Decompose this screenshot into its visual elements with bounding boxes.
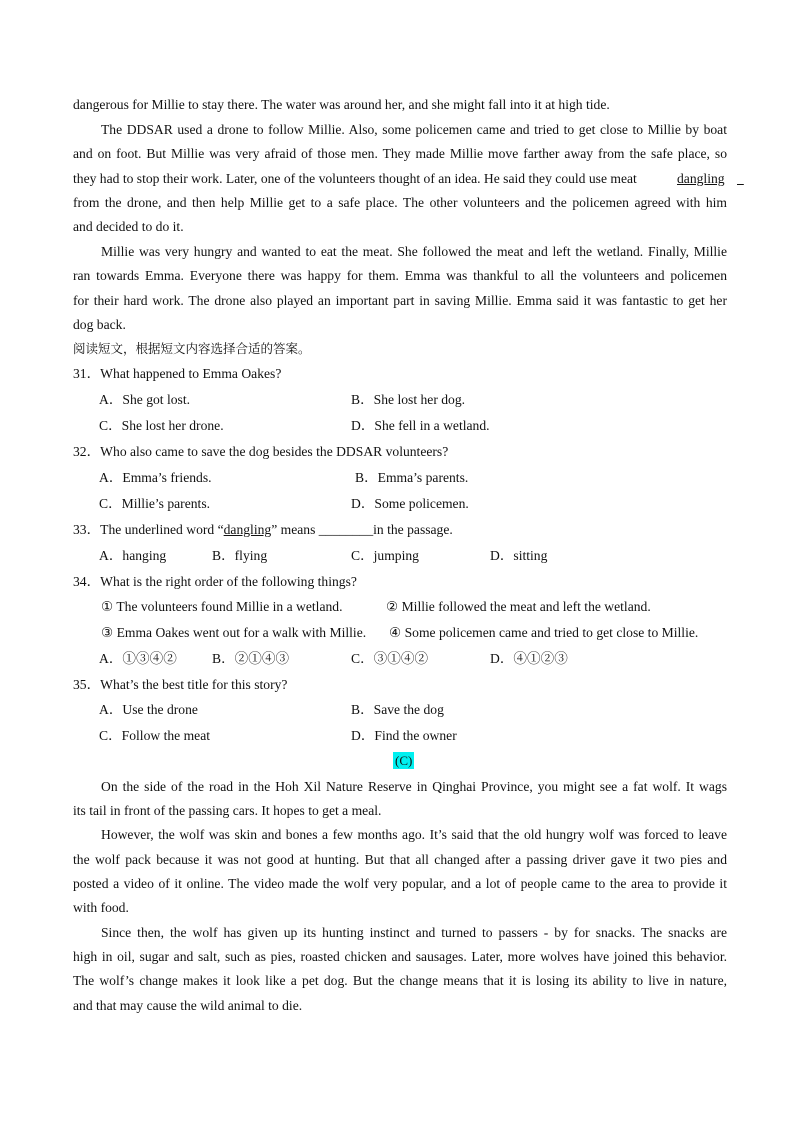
- passage-line: [73, 170, 727, 188]
- passage-line: dog back.: [73, 317, 126, 332]
- stem-text: ” means ________in the passage.: [271, 522, 453, 537]
- event-item: ② Millie followed the meat and left the wetland.: [386, 599, 651, 614]
- option-b[interactable]: B．flying: [212, 548, 268, 563]
- option-a[interactable]: A．She got lost.: [99, 392, 191, 407]
- passage-line: the wolf pack because it was not good at hunting. But that all changed after a passing driver gave it two pies and: [73, 852, 727, 867]
- option-c[interactable]: C．She lost her drone.: [99, 418, 224, 433]
- underline-tail: [737, 170, 747, 188]
- passage-line: Millie was very hungry and wanted to eat the meat. She followed the meat and left the wetland. Finally, Millie: [101, 244, 727, 259]
- option-c[interactable]: C．③①④②: [351, 651, 429, 666]
- passage-line: dangerous for Millie to stay there. The water was around her, and she might fall into it at high tide.: [73, 97, 610, 112]
- event-item: ① The volunteers found Millie in a wetland.: [101, 599, 343, 614]
- event-item: ③ Emma Oakes went out for a walk with Millie.: [101, 625, 367, 640]
- option-d[interactable]: D．Find the owner: [351, 728, 457, 743]
- stem-text: 33．The underlined word “: [73, 522, 224, 537]
- passage-line: and on foot. But Millie was very afraid of those men. They made Millie move farther away from the safe place, so: [73, 146, 727, 161]
- option-b[interactable]: B．She lost her dog.: [351, 392, 466, 407]
- option-b[interactable]: B．②①④③: [212, 651, 290, 666]
- passage-line: its tail in front of the passing cars. It hopes to get a meal.: [73, 803, 382, 818]
- option-a[interactable]: A．Use the drone: [99, 702, 198, 717]
- question-stem: [73, 521, 453, 539]
- passage-line: ran towards Emma. Everyone there was happy for them. Emma was thankful to all the volunteers and policemen: [73, 268, 727, 283]
- option-d[interactable]: D．Some policemen.: [351, 496, 469, 511]
- passage-line: from the drone, and then help Millie get to a safe place. The other volunteers and the policemen agreed with him: [73, 195, 727, 210]
- passage-text: they had to stop their work. Later, one of the volunteers thought of an idea. He said they could use meat: [73, 171, 637, 186]
- passage-line: posted a video of it online. The video made the wolf very popular, and a lot of people came to the area to provide it: [73, 876, 727, 891]
- underlined-word-dangling: dangling: [677, 171, 725, 186]
- option-c[interactable]: C．Millie’s parents.: [99, 496, 211, 511]
- passage-line: Since then, the wolf has given up its hunting instinct and turned to passers - by for snacks. The snacks are: [101, 925, 727, 940]
- section-label-c: (C): [395, 753, 413, 768]
- question-stem: 35．What’s the best title for this story?: [73, 677, 288, 692]
- option-d[interactable]: D．She fell in a wetland.: [351, 418, 490, 433]
- option-a[interactable]: A．①③④②: [99, 651, 177, 666]
- option-c[interactable]: C．Follow the meat: [99, 728, 211, 743]
- passage-line: The wolf’s change makes it look like a pet dog. But the change means that it is losing its ability to live in nature,: [73, 973, 727, 988]
- passage-line: The DDSAR used a drone to follow Millie. Also, some policemen came and tried to get close to Millie by boat: [101, 122, 727, 137]
- passage-line: On the side of the road in the Hoh Xil Nature Reserve in Qinghai Province, you might see a fat wolf. It wags: [101, 779, 727, 794]
- passage-line: However, the wolf was skin and bones a few months ago. It’s said that the old hungry wolf was forced to leave: [101, 827, 727, 842]
- underlined-word-dangling: dangling: [223, 522, 272, 537]
- option-a[interactable]: A．hanging: [99, 548, 167, 563]
- instruction: 阅读短文，根据短文内容选择合适的答案。: [73, 341, 311, 356]
- question-stem: 32．Who also came to save the dog besides the DDSAR volunteers?: [73, 444, 449, 459]
- passage-line: for their hard work. The drone also played an important part in saving Millie. Emma said it was fantastic to get her: [73, 293, 727, 308]
- option-d[interactable]: D．④①②③: [490, 651, 568, 666]
- event-item: ④ Some policemen came and tried to get close to Millie.: [389, 625, 699, 640]
- option-b[interactable]: B．Save the dog: [351, 702, 444, 717]
- question-stem: 31．What happened to Emma Oakes?: [73, 366, 282, 381]
- passage-line: and decided to do it.: [73, 219, 184, 234]
- passage-line: and that may cause the wild animal to die.: [73, 998, 303, 1013]
- option-c[interactable]: C．jumping: [351, 548, 419, 563]
- option-a[interactable]: A．Emma’s friends.: [99, 470, 212, 485]
- question-stem: 34．What is the right order of the following things?: [73, 574, 357, 589]
- passage-line: with food.: [73, 900, 129, 915]
- passage-line: high in oil, sugar and salt, such as pies, roasted chicken and sausages. Later, more wolves have joined this behavior.: [73, 949, 727, 964]
- option-b[interactable]: B．Emma’s parents.: [355, 470, 469, 485]
- option-d[interactable]: D．sitting: [490, 548, 548, 563]
